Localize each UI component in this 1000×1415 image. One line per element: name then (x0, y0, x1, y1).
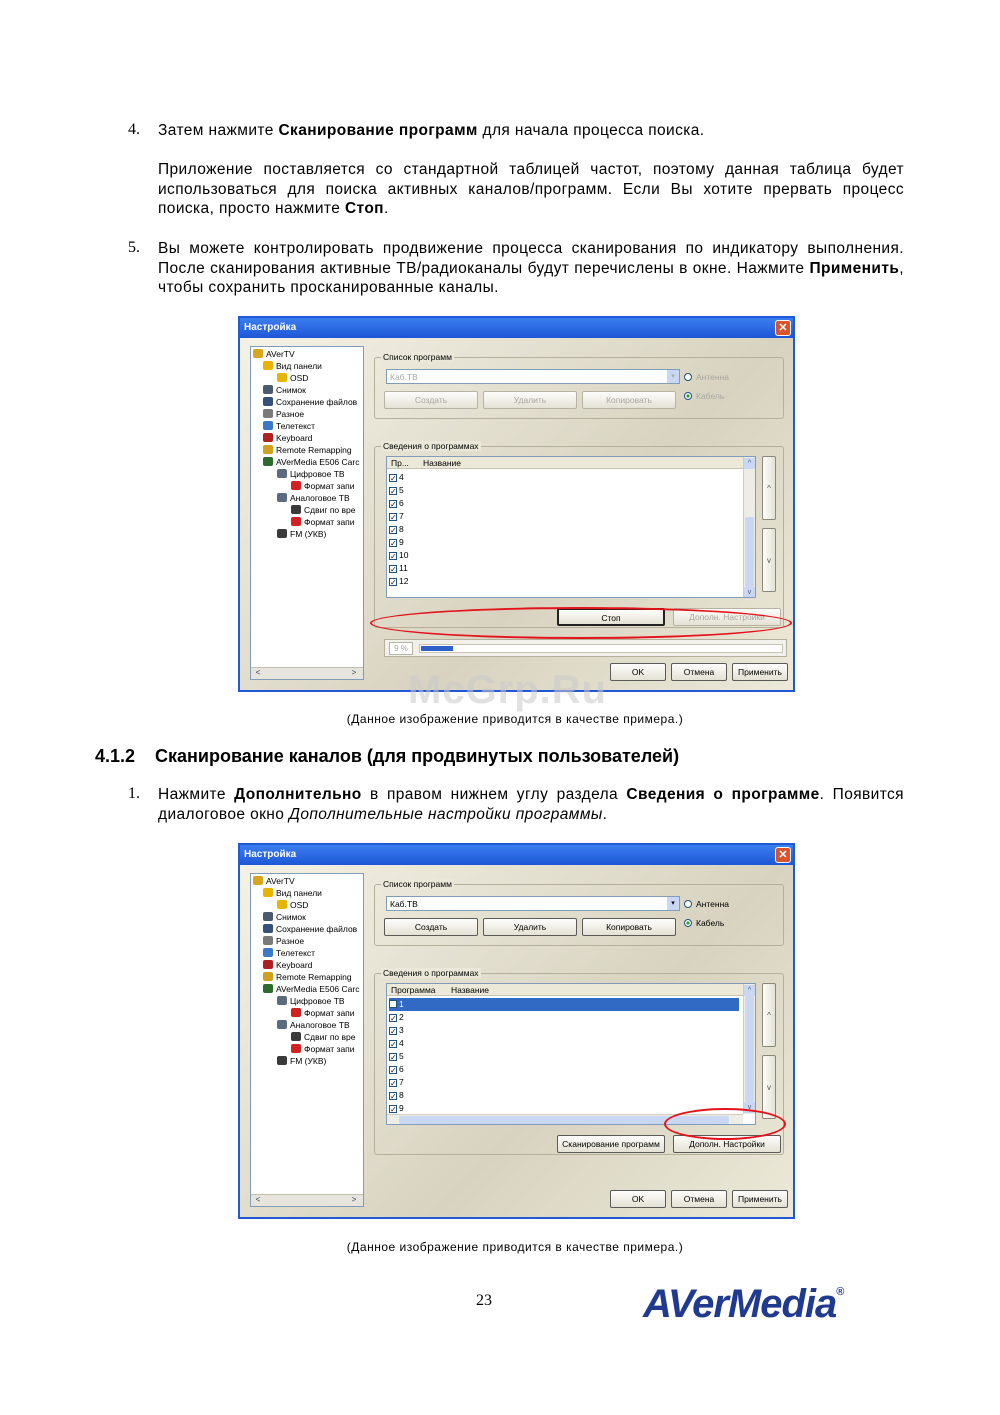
table-row[interactable] (389, 471, 449, 484)
checkbox[interactable]: ✓ (390, 1014, 397, 1023)
tree-item[interactable] (277, 493, 350, 503)
tree-node-icon (263, 385, 273, 394)
highlight-progress-ellipse (370, 607, 792, 639)
row-program-number: 3 (399, 1025, 404, 1035)
tree-item[interactable] (291, 505, 356, 515)
checkbox[interactable]: ✓ (390, 539, 397, 548)
tree-node-icon (263, 397, 273, 406)
tree-item-label: Снимок (276, 385, 306, 395)
tree-node-icon (277, 373, 287, 382)
scroll-thumb[interactable] (745, 996, 754, 1102)
settings-dialog-advanced (238, 843, 795, 1219)
tree-node-icon (253, 876, 263, 885)
row-program-number: 7 (399, 511, 404, 521)
copy-button[interactable]: Копировать (582, 918, 676, 936)
tree-item-label: Сохранение файлов (276, 397, 358, 407)
step-1-post: . Появится диалоговое окно (158, 786, 904, 823)
radio-cable[interactable] (684, 918, 724, 928)
checkbox[interactable]: ✓ (390, 526, 397, 535)
scan-programs-button[interactable]: Сканирование программ (557, 1135, 665, 1153)
tree-node-icon (253, 349, 263, 358)
tree-item-label: Remote Remapping (276, 445, 352, 455)
step-1-bold-2: Сведения о программе (626, 786, 820, 803)
tree-node-icon (277, 493, 287, 502)
checkbox[interactable]: ✓ (390, 487, 397, 496)
tree-item-label: Цифровое ТВ (290, 996, 345, 1006)
checkbox[interactable]: ✓ (390, 552, 397, 561)
row-program-number: 7 (399, 1077, 404, 1087)
program-table[interactable] (386, 983, 756, 1125)
step-1-italic: Дополнительные настройки программы (289, 805, 603, 823)
row-program-number: 8 (399, 524, 404, 534)
radio-icon (684, 373, 692, 381)
step-1-mid: в правом нижнем углу раздела (361, 786, 627, 803)
tree-node-icon (291, 1008, 301, 1017)
tree-item-label: Разное (276, 409, 305, 419)
move-down-button[interactable]: v (762, 528, 776, 592)
tree-item[interactable] (263, 924, 357, 934)
tree-h-scrollbar[interactable] (251, 1194, 363, 1206)
step-1-bold-1: Дополнительно (234, 786, 362, 803)
radio-antenna[interactable] (684, 899, 729, 909)
tree-item[interactable] (263, 960, 312, 970)
tree-node-icon (263, 888, 273, 897)
step-5-main: Вы можете контролировать продвижение процесса сканирования по индикатору выполнения. После сканирования активные ТВ/радиоканалы будут перечислены в окне. Нажмите (158, 240, 904, 277)
row-program-number: 12 (399, 576, 409, 586)
tree-item[interactable] (291, 1044, 355, 1054)
tree-item-label: Keyboard (276, 433, 313, 443)
tree-item-label: FM (УКВ) (290, 1056, 327, 1066)
tree-node-icon (263, 960, 273, 969)
checkbox[interactable]: ✓ (390, 565, 397, 574)
progress-percent: 9 % (389, 642, 413, 655)
table-row[interactable] (389, 1024, 449, 1037)
radio-antenna[interactable] (684, 372, 729, 382)
progress-bar (419, 644, 783, 653)
checkbox[interactable]: ✓ (390, 1105, 397, 1114)
table-row[interactable] (389, 510, 449, 523)
tree-item[interactable] (277, 469, 345, 479)
checkbox[interactable]: ✓ (390, 513, 397, 522)
program-info-label: Сведения о программах (383, 441, 479, 451)
row-program-number: 5 (399, 485, 404, 495)
delete-button[interactable]: Удалить (483, 918, 577, 936)
tree-item[interactable] (263, 984, 359, 994)
section-step-1-text (158, 785, 904, 824)
row-program-number: 5 (399, 1051, 404, 1061)
tree-item[interactable] (263, 421, 315, 431)
row-program-number: 11 (399, 563, 408, 573)
checkbox[interactable]: ✓ (390, 500, 397, 509)
checkbox[interactable]: ✓ (390, 1092, 397, 1101)
tree-node-icon (263, 409, 273, 418)
step-5-post: , чтобы сохранить просканированные каналы. (158, 259, 904, 296)
tree-item[interactable] (263, 385, 306, 395)
create-button[interactable]: Создать (384, 391, 478, 409)
program-table[interactable] (386, 456, 756, 598)
step-4-text (158, 121, 904, 141)
table-header (387, 984, 743, 996)
checkbox[interactable]: ✓ (390, 1053, 397, 1062)
scroll-thumb[interactable] (745, 517, 754, 587)
program-list-label: Список программ (383, 879, 452, 889)
step-4-post: для начала процесса поиска. (477, 122, 705, 139)
dialog-title: Настройка (240, 318, 793, 338)
tree-item-label: AVerMedia E506 Carc (276, 457, 360, 467)
tree-item[interactable] (263, 445, 352, 455)
scroll-left-icon[interactable]: < (255, 668, 261, 677)
tree-node-icon (291, 517, 301, 526)
row-program-number: 4 (399, 472, 404, 482)
tree-node-icon (263, 361, 273, 370)
tree-item[interactable] (253, 349, 295, 359)
radio-antenna-label: Антенна (696, 372, 730, 382)
tree-item[interactable] (277, 1056, 326, 1066)
create-button[interactable]: Создать (384, 918, 478, 936)
move-up-button[interactable]: ^ (762, 983, 776, 1047)
row-program-number: 10 (399, 550, 409, 560)
radio-antenna-label: Антенна (696, 899, 730, 909)
tree-item[interactable] (263, 912, 306, 922)
tree-node-icon (277, 1056, 287, 1065)
section-number: 4.1.2 (95, 746, 136, 766)
tree-item-label: FM (УКВ) (290, 529, 327, 539)
apply-button[interactable]: Применить (732, 1190, 788, 1208)
tree-item[interactable] (263, 457, 359, 467)
tree-item[interactable] (291, 1032, 356, 1042)
table-row[interactable] (389, 497, 449, 510)
section-step-1-number: 1. (128, 785, 140, 802)
tree-item[interactable] (277, 996, 345, 1006)
figure-caption-1: (Данное изображение приводится в качестве примера.) (346, 712, 684, 726)
logo-reg: ® (836, 1286, 844, 1298)
settings-tree[interactable] (250, 873, 364, 1207)
avermedia-logo (643, 1282, 843, 1327)
row-program-number: 1 (399, 999, 404, 1009)
logo-text: AVerMedia (643, 1282, 837, 1326)
tree-item-label: AVerTV (266, 349, 295, 359)
settings-tree[interactable] (250, 346, 364, 680)
tree-node-icon (277, 469, 287, 478)
tree-node-icon (263, 433, 273, 442)
delete-button[interactable]: Удалить (483, 391, 577, 409)
table-row[interactable] (389, 536, 449, 549)
figure-caption-2: (Данное изображение приводится в качестве примера.) (346, 1240, 684, 1254)
step-4-p2-end: . (383, 200, 389, 217)
row-program-number: 4 (399, 1038, 404, 1048)
copy-button[interactable]: Копировать (582, 391, 676, 409)
tree-item-label: OSD (290, 900, 309, 910)
checkbox[interactable]: ✓ (390, 1040, 397, 1049)
tree-item-label: Формат запи (304, 481, 355, 491)
scroll-right-icon[interactable]: > (351, 668, 357, 677)
tree-node-icon (263, 936, 273, 945)
radio-cable[interactable] (684, 391, 724, 401)
watermark: McGrp.Ru (408, 668, 608, 712)
scroll-up-icon[interactable]: ^ (744, 985, 755, 996)
radio-icon (684, 392, 692, 400)
table-row[interactable] (389, 562, 449, 575)
tree-node-icon (277, 900, 287, 909)
table-row[interactable] (389, 1089, 449, 1102)
tree-item-label: OSD (290, 373, 309, 383)
tree-item[interactable] (263, 361, 322, 371)
tree-node-icon (263, 912, 273, 921)
tree-item[interactable] (263, 936, 304, 946)
tree-item-label: Цифровое ТВ (290, 469, 345, 479)
table-row[interactable] (389, 549, 449, 562)
step-4-p2-bold: Стоп (344, 200, 384, 217)
table-row[interactable] (389, 484, 449, 497)
combo-value: Каб.ТВ (390, 899, 418, 909)
row-program-number: 6 (399, 1064, 404, 1074)
stop-button[interactable]: Стоп (557, 608, 665, 626)
tree-item[interactable] (263, 948, 315, 958)
step-4-bold: Сканирование программ (278, 122, 478, 139)
row-program-number: 9 (399, 537, 404, 547)
column-program[interactable]: Программа (391, 985, 436, 995)
tree-item-label: Сдвиг по вре (304, 1032, 356, 1042)
tree-item-label: Remote Remapping (276, 972, 352, 982)
program-list-label: Список программ (383, 352, 452, 362)
dialog-body (240, 865, 793, 1217)
tree-item-label: Формат запи (304, 517, 355, 527)
section-heading (95, 746, 679, 767)
scroll-down-icon[interactable]: v (744, 1102, 755, 1113)
advanced-settings-button[interactable]: Дополн. Настройки (673, 1135, 781, 1153)
tree-node-icon (263, 984, 273, 993)
radio-icon (684, 919, 692, 927)
table-row[interactable] (389, 1076, 449, 1089)
checkbox[interactable]: ✓ (390, 1079, 397, 1088)
row-program-number: 9 (399, 1103, 404, 1113)
apply-button[interactable]: Применить (732, 663, 788, 681)
tree-item[interactable] (263, 397, 357, 407)
highlight-advanced-ellipse (664, 1108, 786, 1140)
tree-node-icon (277, 529, 287, 538)
tree-item-label: Разное (276, 936, 305, 946)
checkbox[interactable]: ✓ (390, 474, 397, 483)
radio-cable-label: Кабель (696, 391, 725, 401)
program-info-label: Сведения о программах (383, 968, 479, 978)
tree-h-scrollbar[interactable] (251, 667, 363, 679)
step-4-p2-text: Приложение поставляется со стандартной таблицей частот, поэтому данная таблица будет использоваться для поиска активных каналов/программ. Если Вы хотите прервать процесс поиска, просто нажмите (158, 161, 904, 217)
scroll-down-icon[interactable]: v (744, 587, 755, 598)
ok-button[interactable]: OK (610, 663, 666, 681)
step-4-number: 4. (128, 121, 140, 138)
tree-node-icon (263, 924, 273, 933)
close-icon[interactable]: ✕ (775, 847, 791, 863)
tree-item[interactable] (291, 1008, 355, 1018)
table-row[interactable] (389, 998, 739, 1011)
program-list-group (374, 879, 784, 946)
step-4-pre: Затем нажмите (158, 122, 279, 139)
checkbox[interactable]: ✓ (390, 1027, 397, 1036)
combo-value: Каб.ТВ (390, 372, 418, 382)
table-header (387, 457, 743, 469)
tree-item-label: Сохранение файлов (276, 924, 358, 934)
table-row[interactable] (389, 1011, 449, 1024)
row-program-number: 2 (399, 1012, 404, 1022)
advanced-settings-button[interactable]: Дополн. Настройки (673, 608, 781, 626)
tree-item[interactable] (253, 876, 295, 886)
step-1-pre: Нажмите (158, 786, 235, 803)
step-5-bold: Применить (809, 259, 900, 277)
dialog-title: Настройка (240, 845, 793, 865)
tree-item-label: Keyboard (276, 960, 313, 970)
program-list-group (374, 352, 784, 419)
scroll-right-icon[interactable]: > (351, 1195, 357, 1204)
checkbox[interactable]: ✓ (390, 1066, 397, 1075)
column-name[interactable]: Название (423, 458, 461, 468)
tree-node-icon (263, 457, 273, 466)
table-row[interactable] (389, 523, 449, 536)
step-5-number: 5. (128, 239, 140, 256)
tree-node-icon (291, 1032, 301, 1041)
tree-item[interactable] (263, 888, 322, 898)
tree-item[interactable] (291, 517, 355, 527)
move-up-button[interactable]: ^ (762, 456, 776, 520)
tree-item-label: Сдвиг по вре (304, 505, 356, 515)
page-number: 23 (476, 1292, 492, 1309)
program-list-combo[interactable] (386, 369, 680, 384)
tree-node-icon (277, 996, 287, 1005)
tree-node-icon (263, 445, 273, 454)
table-row[interactable] (389, 1102, 449, 1115)
tree-item-label: Формат запи (304, 1008, 355, 1018)
tree-item-label: Телетекст (276, 421, 316, 431)
step-5-text (158, 239, 904, 298)
tree-item-label: Формат запи (304, 1044, 355, 1054)
chevron-down-icon[interactable]: ▾ (667, 370, 679, 383)
table-row[interactable] (389, 1050, 449, 1063)
row-program-number: 8 (399, 1090, 404, 1100)
tree-item[interactable] (263, 433, 312, 443)
tree-item-label: Вид панели (276, 361, 322, 371)
tree-item[interactable] (263, 409, 304, 419)
scroll-up-icon[interactable]: ^ (744, 458, 755, 469)
tree-item-label: AVerTV (266, 876, 295, 886)
tree-item[interactable] (277, 373, 308, 383)
checkbox[interactable]: ✓ (390, 578, 397, 587)
cancel-button[interactable]: Отмена (671, 1190, 727, 1208)
tree-item-label: Аналоговое ТВ (290, 493, 350, 503)
scroll-left-icon[interactable]: < (255, 1195, 261, 1204)
section-title: Сканирование каналов (для продвинутых пользователей) (155, 746, 680, 766)
table-v-scrollbar[interactable] (743, 457, 755, 598)
tree-item[interactable] (291, 481, 355, 491)
row-program-number: 6 (399, 498, 404, 508)
tree-item[interactable] (263, 972, 352, 982)
close-icon[interactable]: ✕ (775, 320, 791, 336)
tree-item[interactable] (277, 529, 326, 539)
column-name[interactable]: Название (451, 985, 489, 995)
tree-node-icon (263, 972, 273, 981)
tree-node-icon (263, 421, 273, 430)
tree-item-label: Вид панели (276, 888, 322, 898)
tree-item-label: Телетекст (276, 948, 316, 958)
tree-node-icon (291, 1044, 301, 1053)
table-row[interactable] (389, 575, 449, 588)
tree-node-icon (291, 481, 301, 490)
step-4-paragraph-2 (158, 160, 904, 219)
program-list-combo[interactable] (386, 896, 680, 911)
tree-item[interactable] (277, 900, 308, 910)
tree-item-label: Снимок (276, 912, 306, 922)
radio-cable-label: Кабель (696, 918, 725, 928)
tree-item-label: Аналоговое ТВ (290, 1020, 350, 1030)
table-v-scrollbar[interactable] (743, 984, 755, 1114)
tree-item[interactable] (277, 1020, 350, 1030)
tree-node-icon (277, 1020, 287, 1029)
checkbox[interactable] (389, 1000, 397, 1008)
ok-button[interactable]: OK (610, 1190, 666, 1208)
tree-item-label: AVerMedia E506 Carc (276, 984, 360, 994)
progress-fill (421, 646, 453, 651)
column-program[interactable]: Пр... (391, 458, 409, 468)
radio-icon (684, 900, 692, 908)
tree-node-icon (263, 948, 273, 957)
move-down-button[interactable]: v (762, 1055, 776, 1119)
table-row[interactable] (389, 1063, 449, 1076)
table-row[interactable] (389, 1037, 449, 1050)
chevron-down-icon[interactable]: ▾ (667, 897, 679, 910)
cancel-button[interactable]: Отмена (671, 663, 727, 681)
progress-area (384, 639, 787, 657)
tree-node-icon (291, 505, 301, 514)
step-1-end: . (602, 805, 608, 823)
